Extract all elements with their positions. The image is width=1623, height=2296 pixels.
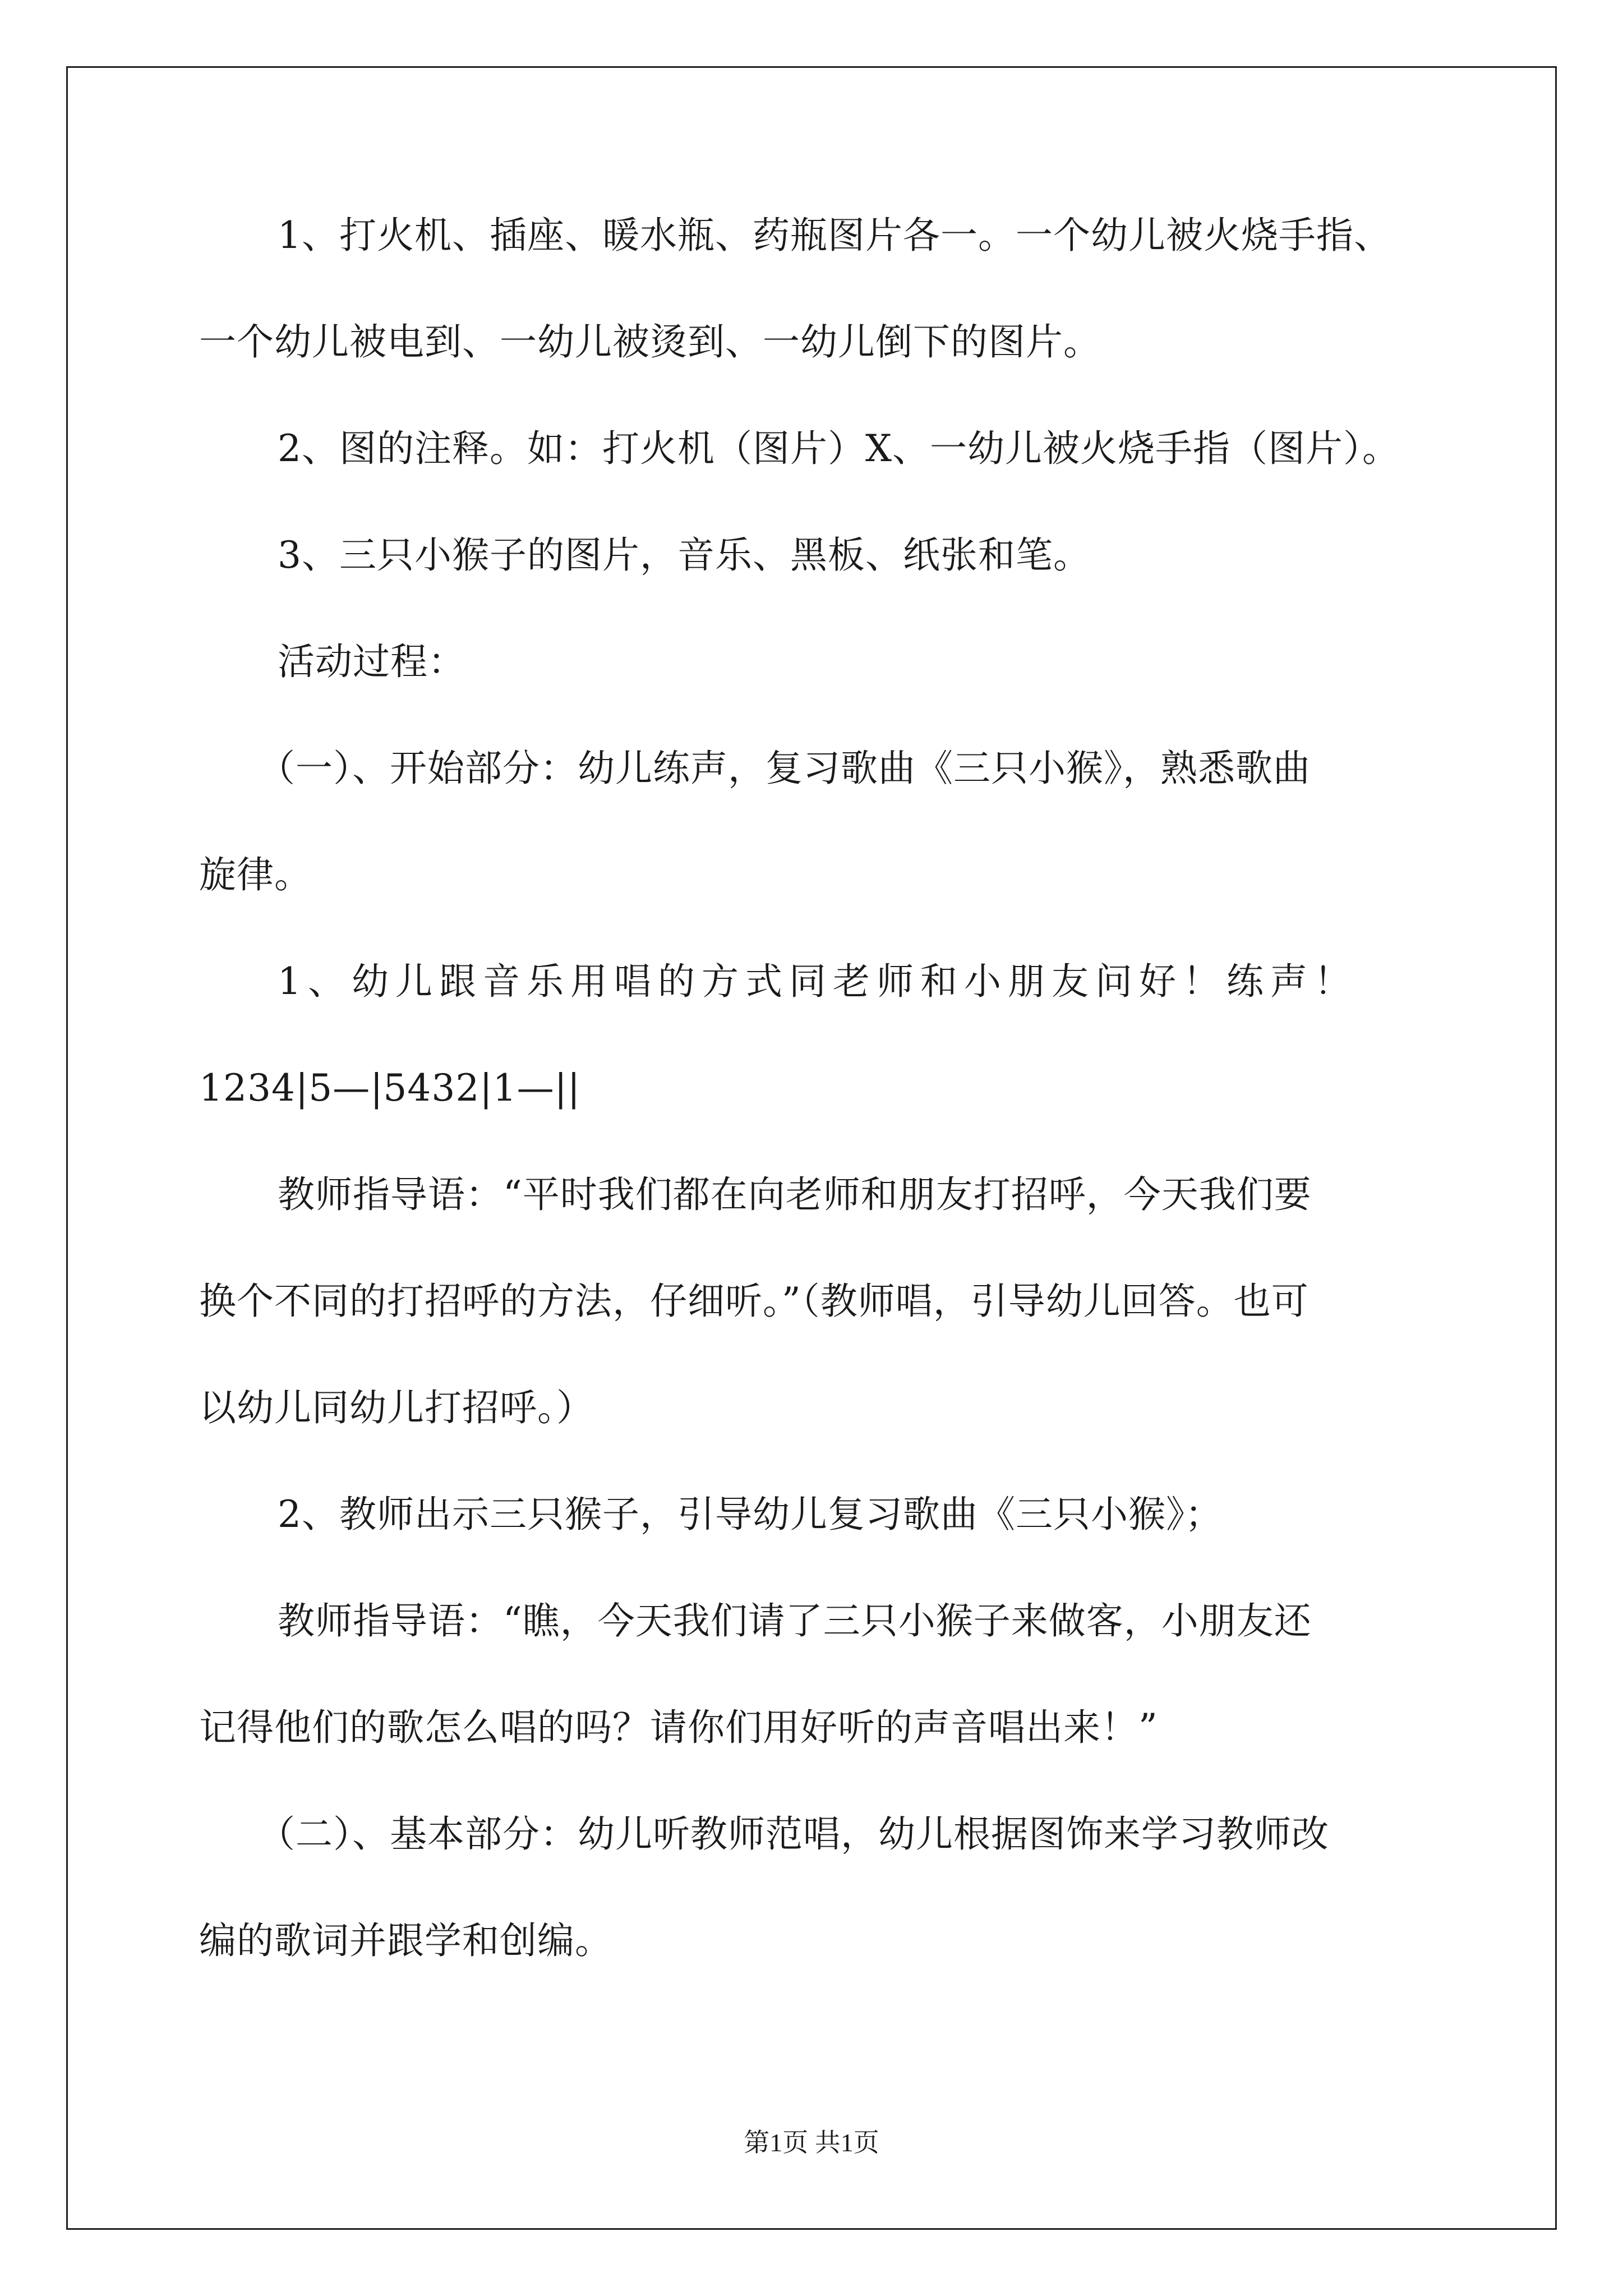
text-line: 教师指导语：“瞧，今天我们请了三只小猴子来做客，小朋友还 [278,1599,1312,1642]
text-line: 换个不同的打招呼的方法，仔细听。”（教师唱，引导幼儿回答。也可 [199,1280,1309,1323]
text-line: 编的歌词并跟学和创编。 [199,1919,612,1962]
notation-line: 1234|5—|5432|1—|| [199,1066,581,1110]
text-line: 3、三只小猴子的图片，音乐、黑板、纸张和笔。 [278,533,1091,577]
text-line: 一个幼儿被电到、一幼儿被烫到、一幼儿倒下的图片。 [199,320,1101,364]
text-line: 记得他们的歌怎么唱的吗？请你们用好听的声音唱出来！” [199,1706,1158,1749]
text-line: 2、图的注释。如：打火机（图片）X、一幼儿被火烧手指（图片）。 [278,427,1400,470]
text-line: 以幼儿同幼儿打招呼。） [199,1386,594,1429]
page-number: 第1页 共1页 [744,2128,879,2157]
page-border [66,66,1557,2230]
text-line: 2、教师出示三只猴子，引导幼儿复习歌曲《三只小猴》； [278,1493,1223,1536]
text-line: （二）、基本部分：幼儿听教师范唱，幼儿根据图饰来学习教师改 [258,1812,1329,1856]
text-line: （一）、开始部分：幼儿练声，复习歌曲《三只小猴》，熟悉歌曲 [258,747,1311,790]
text-line: 教师指导语：“平时我们都在向老师和朋友打招呼，今天我们要 [278,1173,1312,1216]
section-heading: 活动过程： [278,640,465,683]
text-line: 旋律。 [199,853,312,896]
text-line: 1、幼儿跟音乐用唱的方式同老师和小朋友问好！练声！ [278,960,1358,1003]
text-line: 1、打火机、插座、暖水瓶、药瓶图片各一。一个幼儿被火烧手指、 [278,214,1391,257]
